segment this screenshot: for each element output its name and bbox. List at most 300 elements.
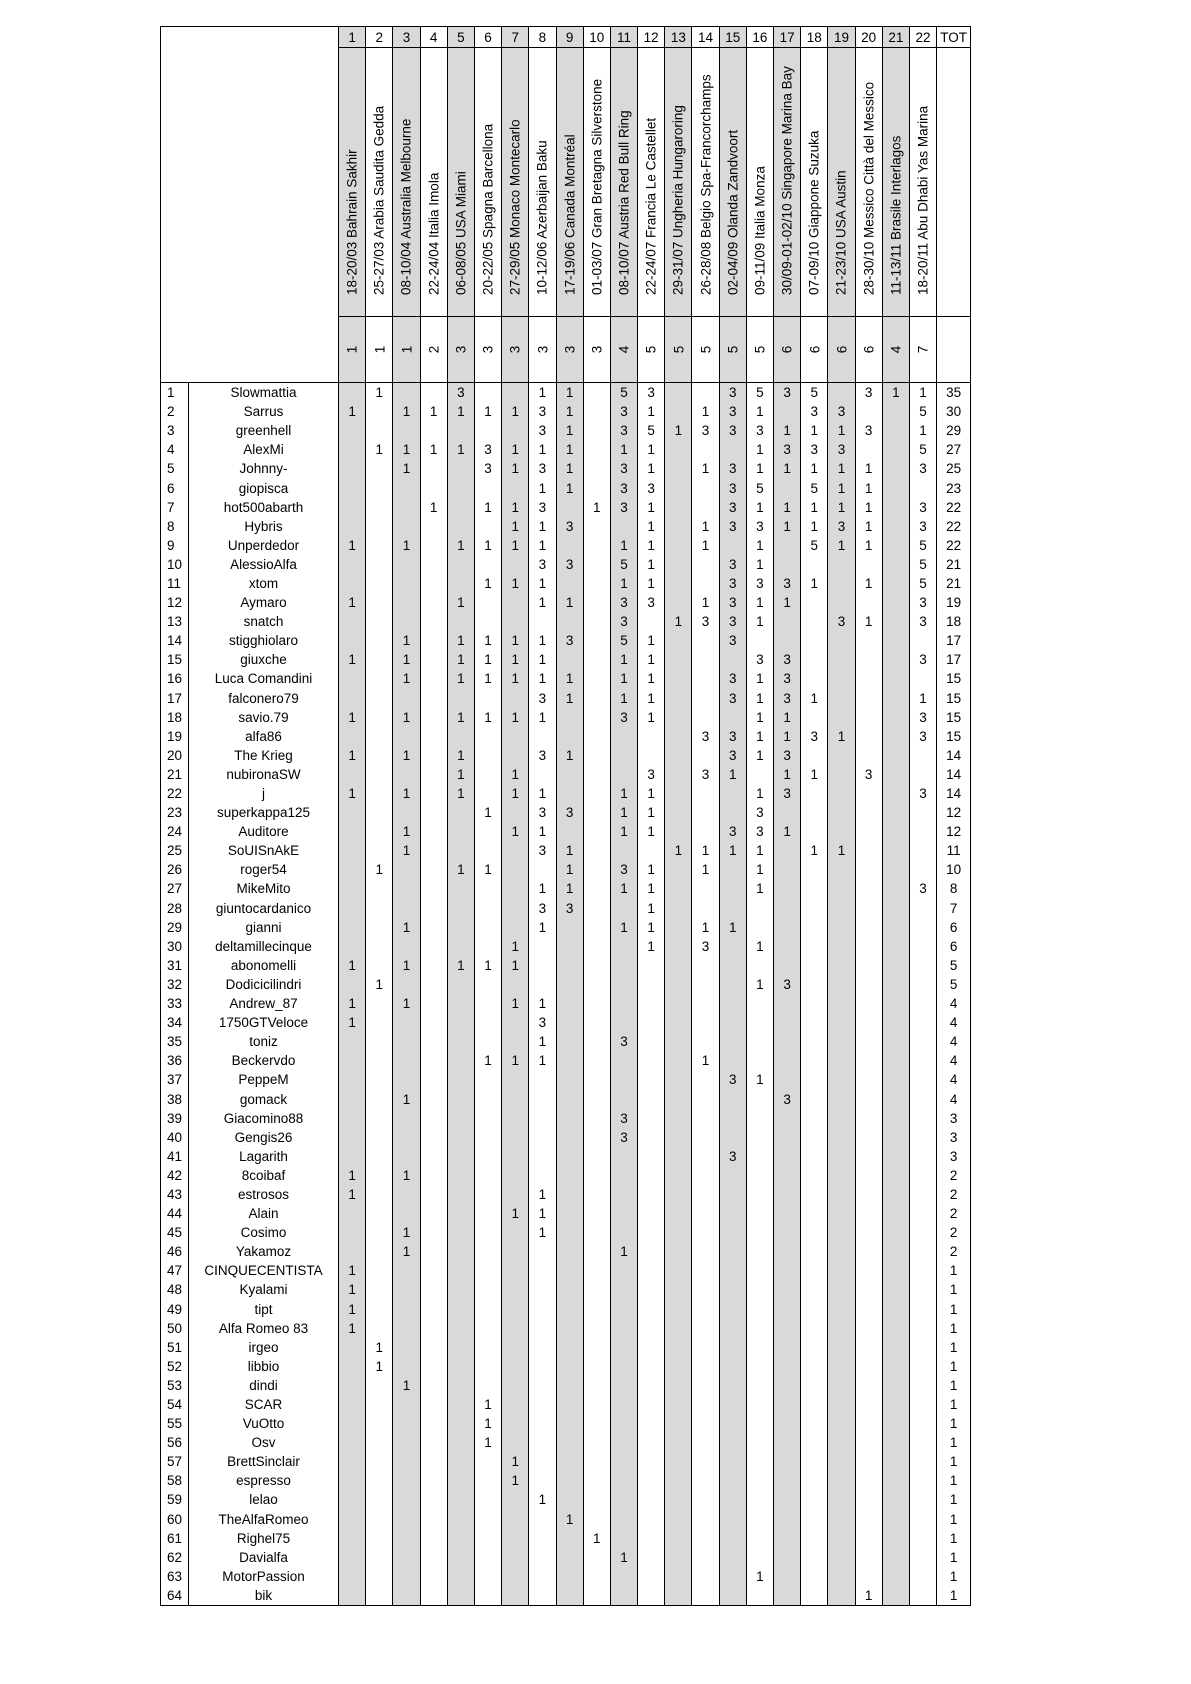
points-cell <box>420 1128 447 1147</box>
points-cell <box>366 1567 393 1586</box>
points-cell <box>801 1319 828 1338</box>
total-points: 12 <box>937 822 971 841</box>
points-cell <box>583 1128 610 1147</box>
points-cell <box>746 1223 773 1242</box>
points-cell: 1 <box>393 1223 420 1242</box>
points-cell <box>882 784 909 803</box>
points-cell: 1 <box>692 1051 719 1070</box>
points-cell <box>828 1280 855 1299</box>
race-weight: 3 <box>507 345 523 354</box>
points-cell <box>420 1147 447 1166</box>
points-cell <box>529 1089 556 1108</box>
points-cell: 1 <box>447 440 474 459</box>
total-points: 1 <box>937 1300 971 1319</box>
race-weight-cell <box>774 317 801 383</box>
points-cell: 3 <box>447 383 474 403</box>
points-cell <box>502 1185 529 1204</box>
points-cell <box>746 1051 773 1070</box>
points-cell <box>746 956 773 975</box>
total-points: 15 <box>937 669 971 688</box>
points-cell <box>420 689 447 708</box>
points-cell <box>882 899 909 918</box>
points-cell <box>801 1529 828 1548</box>
table-row <box>161 498 971 517</box>
table-row <box>161 803 971 822</box>
points-cell <box>719 784 746 803</box>
points-cell <box>502 593 529 612</box>
points-cell <box>909 937 936 956</box>
points-cell: 1 <box>393 1242 420 1261</box>
points-cell <box>882 650 909 669</box>
points-cell <box>638 727 665 746</box>
points-cell <box>882 1586 909 1606</box>
points-cell <box>366 1109 393 1128</box>
rank-number: 32 <box>161 975 189 994</box>
points-cell <box>583 555 610 574</box>
points-cell: 1 <box>474 498 501 517</box>
points-cell <box>583 612 610 631</box>
points-cell: 3 <box>610 593 637 612</box>
points-cell: 1 <box>529 784 556 803</box>
points-cell <box>420 631 447 650</box>
points-cell: 1 <box>339 746 366 765</box>
points-cell: 3 <box>801 727 828 746</box>
table-row <box>161 536 971 555</box>
points-cell <box>774 612 801 631</box>
rank-number: 34 <box>161 1013 189 1032</box>
points-cell <box>420 1166 447 1185</box>
points-cell: 3 <box>529 421 556 440</box>
points-cell: 1 <box>610 1242 637 1261</box>
points-cell: 1 <box>366 440 393 459</box>
points-cell: 1 <box>774 593 801 612</box>
race-name-cell <box>474 48 501 317</box>
points-cell <box>366 841 393 860</box>
points-cell <box>828 860 855 879</box>
points-cell <box>420 459 447 478</box>
points-cell <box>502 421 529 440</box>
total-points: 4 <box>937 994 971 1013</box>
points-cell <box>855 803 882 822</box>
points-cell <box>882 1395 909 1414</box>
tot-header-blank <box>937 48 971 317</box>
points-cell: 1 <box>447 402 474 421</box>
points-cell: 1 <box>502 498 529 517</box>
points-cell <box>774 879 801 898</box>
points-cell: 1 <box>447 669 474 688</box>
points-cell <box>556 1280 583 1299</box>
table-row <box>161 1261 971 1280</box>
points-cell <box>474 975 501 994</box>
points-cell <box>801 1032 828 1051</box>
points-cell <box>692 669 719 688</box>
total-points: 17 <box>937 650 971 669</box>
points-cell: 1 <box>855 478 882 497</box>
points-cell: 1 <box>638 555 665 574</box>
race-name: 22-24/04 Italia Imola <box>426 172 442 295</box>
points-cell <box>420 1529 447 1548</box>
points-cell <box>746 1395 773 1414</box>
points-cell <box>420 555 447 574</box>
points-cell <box>556 1452 583 1471</box>
total-points: 1 <box>937 1376 971 1395</box>
points-cell <box>774 1567 801 1586</box>
points-cell: 3 <box>719 1070 746 1089</box>
table-row <box>161 956 971 975</box>
points-cell <box>801 1261 828 1280</box>
points-cell: 1 <box>746 727 773 746</box>
points-cell <box>366 803 393 822</box>
rank-number: 11 <box>161 574 189 593</box>
points-cell: 1 <box>746 708 773 727</box>
points-cell <box>502 1089 529 1108</box>
points-cell <box>692 1567 719 1586</box>
points-cell: 3 <box>774 650 801 669</box>
points-cell: 5 <box>909 440 936 459</box>
points-cell <box>692 899 719 918</box>
points-cell <box>638 1529 665 1548</box>
points-cell <box>855 860 882 879</box>
points-cell: 3 <box>828 440 855 459</box>
points-cell <box>855 440 882 459</box>
race-number: 13 <box>665 27 692 48</box>
points-cell <box>366 555 393 574</box>
points-cell <box>719 1452 746 1471</box>
race-weight: 5 <box>670 345 686 354</box>
points-cell <box>447 1338 474 1357</box>
race-number: 5 <box>447 27 474 48</box>
points-cell: 1 <box>774 727 801 746</box>
total-points: 4 <box>937 1089 971 1108</box>
points-cell <box>855 727 882 746</box>
points-cell <box>583 459 610 478</box>
points-cell <box>610 1223 637 1242</box>
points-cell: 1 <box>638 937 665 956</box>
points-cell <box>447 1032 474 1051</box>
points-cell <box>610 1013 637 1032</box>
points-cell <box>665 1204 692 1223</box>
points-cell <box>638 1089 665 1108</box>
points-cell: 1 <box>447 593 474 612</box>
player-name: SCAR <box>189 1395 339 1414</box>
rank-number: 37 <box>161 1070 189 1089</box>
points-cell <box>692 1280 719 1299</box>
points-cell <box>828 1510 855 1529</box>
points-cell <box>665 1089 692 1108</box>
points-cell <box>828 956 855 975</box>
table-row <box>161 1510 971 1529</box>
points-cell <box>502 727 529 746</box>
points-cell: 1 <box>529 536 556 555</box>
points-cell <box>420 1567 447 1586</box>
points-cell <box>801 1109 828 1128</box>
points-cell: 1 <box>692 860 719 879</box>
points-cell <box>719 1128 746 1147</box>
rank-number: 7 <box>161 498 189 517</box>
points-cell <box>855 746 882 765</box>
points-cell: 1 <box>502 1452 529 1471</box>
points-cell <box>529 1109 556 1128</box>
table-row <box>161 708 971 727</box>
points-cell: 1 <box>746 860 773 879</box>
player-name: Kyalami <box>189 1280 339 1299</box>
points-cell <box>746 899 773 918</box>
points-cell: 3 <box>828 612 855 631</box>
points-cell <box>583 727 610 746</box>
table-row <box>161 1433 971 1452</box>
race-name-cell <box>746 48 773 317</box>
points-cell <box>529 1510 556 1529</box>
total-points: 1 <box>937 1490 971 1509</box>
points-cell <box>855 1032 882 1051</box>
points-cell <box>366 765 393 784</box>
points-cell <box>746 1204 773 1223</box>
points-cell <box>746 1357 773 1376</box>
points-cell <box>366 784 393 803</box>
points-cell <box>801 1376 828 1395</box>
points-cell: 1 <box>502 1051 529 1070</box>
player-name: Hybris <box>189 517 339 536</box>
points-cell <box>420 1300 447 1319</box>
points-cell: 1 <box>502 402 529 421</box>
points-cell: 1 <box>474 860 501 879</box>
points-cell: 3 <box>692 421 719 440</box>
points-cell <box>692 1510 719 1529</box>
points-cell <box>447 1147 474 1166</box>
points-cell <box>774 1471 801 1490</box>
table-row <box>161 1300 971 1319</box>
points-cell <box>339 1223 366 1242</box>
points-cell <box>909 669 936 688</box>
player-name: gianni <box>189 918 339 937</box>
points-cell: 1 <box>474 956 501 975</box>
points-cell: 1 <box>746 593 773 612</box>
points-cell <box>447 1414 474 1433</box>
rank-number: 48 <box>161 1280 189 1299</box>
points-cell <box>665 1109 692 1128</box>
player-name: Alfa Romeo 83 <box>189 1319 339 1338</box>
points-cell: 1 <box>474 708 501 727</box>
points-cell <box>882 1529 909 1548</box>
points-cell <box>420 899 447 918</box>
points-cell <box>447 1280 474 1299</box>
points-cell <box>828 994 855 1013</box>
rank-number: 64 <box>161 1586 189 1606</box>
points-cell <box>801 669 828 688</box>
player-name: greenhell <box>189 421 339 440</box>
points-cell <box>719 1280 746 1299</box>
race-number: 17 <box>774 27 801 48</box>
points-cell <box>665 975 692 994</box>
points-cell: 1 <box>692 517 719 536</box>
points-cell <box>719 1433 746 1452</box>
rank-number: 28 <box>161 899 189 918</box>
points-cell <box>909 1051 936 1070</box>
points-cell <box>610 1433 637 1452</box>
points-cell <box>882 1357 909 1376</box>
points-cell <box>855 1338 882 1357</box>
points-cell <box>529 1357 556 1376</box>
points-cell <box>529 1261 556 1280</box>
points-cell: 1 <box>529 708 556 727</box>
points-cell <box>502 1338 529 1357</box>
points-cell: 5 <box>638 421 665 440</box>
points-cell <box>828 1376 855 1395</box>
points-cell: 1 <box>556 440 583 459</box>
points-cell <box>882 1109 909 1128</box>
points-cell <box>692 1223 719 1242</box>
total-points: 1 <box>937 1395 971 1414</box>
points-cell <box>447 1109 474 1128</box>
race-weight-cell <box>855 317 882 383</box>
points-cell <box>828 765 855 784</box>
header-corner <box>161 27 339 383</box>
points-cell <box>610 1567 637 1586</box>
points-cell <box>420 1395 447 1414</box>
table-row <box>161 1395 971 1414</box>
points-cell <box>339 517 366 536</box>
points-cell <box>638 1261 665 1280</box>
points-cell: 1 <box>882 383 909 403</box>
race-name: 09-11/09 Italia Monza <box>752 166 768 295</box>
points-cell <box>474 1510 501 1529</box>
points-cell <box>502 1529 529 1548</box>
points-cell <box>447 1452 474 1471</box>
points-cell: 1 <box>801 421 828 440</box>
race-name-cell <box>719 48 746 317</box>
points-cell <box>393 1070 420 1089</box>
points-cell <box>366 1490 393 1509</box>
points-cell <box>909 1185 936 1204</box>
points-cell <box>529 765 556 784</box>
points-cell: 3 <box>719 612 746 631</box>
points-cell <box>529 1376 556 1395</box>
race-weight: 2 <box>426 345 442 354</box>
points-cell <box>366 536 393 555</box>
points-cell <box>366 1395 393 1414</box>
points-cell <box>801 1147 828 1166</box>
points-cell <box>420 1490 447 1509</box>
points-cell <box>529 1128 556 1147</box>
points-cell: 1 <box>339 402 366 421</box>
race-name: 20-22/05 Spagna Barcellona <box>480 123 496 295</box>
points-cell: 1 <box>855 612 882 631</box>
points-cell: 1 <box>638 669 665 688</box>
points-cell <box>393 1280 420 1299</box>
rank-number: 6 <box>161 478 189 497</box>
points-cell: 1 <box>610 784 637 803</box>
points-cell <box>909 1567 936 1586</box>
points-cell <box>583 1261 610 1280</box>
points-cell: 1 <box>610 822 637 841</box>
points-cell <box>447 1051 474 1070</box>
race-name: 28-30/10 Messico Città del Messico <box>861 81 877 295</box>
table-row <box>161 765 971 784</box>
points-cell <box>610 517 637 536</box>
points-cell <box>665 536 692 555</box>
table-row <box>161 1357 971 1376</box>
table-row <box>161 727 971 746</box>
points-cell <box>665 1338 692 1357</box>
points-cell: 1 <box>447 708 474 727</box>
rank-number: 38 <box>161 1089 189 1108</box>
points-cell <box>556 1109 583 1128</box>
points-cell <box>665 517 692 536</box>
points-cell <box>909 841 936 860</box>
points-cell <box>339 631 366 650</box>
points-cell <box>366 1529 393 1548</box>
points-cell <box>366 1452 393 1471</box>
points-cell <box>420 1338 447 1357</box>
points-cell <box>420 478 447 497</box>
points-cell <box>665 574 692 593</box>
rank-number: 2 <box>161 402 189 421</box>
points-cell <box>882 1471 909 1490</box>
points-cell <box>502 918 529 937</box>
points-cell <box>556 1433 583 1452</box>
points-cell: 1 <box>774 822 801 841</box>
points-cell <box>339 1204 366 1223</box>
points-cell <box>909 478 936 497</box>
points-cell <box>774 956 801 975</box>
points-cell <box>855 708 882 727</box>
points-cell <box>855 899 882 918</box>
points-cell <box>447 555 474 574</box>
points-cell <box>474 765 501 784</box>
points-cell <box>801 784 828 803</box>
points-cell <box>665 899 692 918</box>
points-cell <box>610 746 637 765</box>
total-points: 1 <box>937 1471 971 1490</box>
race-number: 1 <box>339 27 366 48</box>
points-cell <box>502 1128 529 1147</box>
points-cell <box>719 956 746 975</box>
table-row <box>161 975 971 994</box>
player-name: tipt <box>189 1300 339 1319</box>
points-cell <box>447 1319 474 1338</box>
points-cell <box>882 1128 909 1147</box>
points-cell <box>638 994 665 1013</box>
points-cell <box>855 1051 882 1070</box>
points-cell <box>665 478 692 497</box>
points-cell: 3 <box>529 498 556 517</box>
points-cell <box>692 956 719 975</box>
race-name-cell <box>882 48 909 317</box>
points-cell <box>366 612 393 631</box>
points-cell: 1 <box>393 536 420 555</box>
points-cell <box>719 994 746 1013</box>
points-cell: 1 <box>746 440 773 459</box>
points-cell <box>828 1051 855 1070</box>
points-cell: 1 <box>774 708 801 727</box>
player-name: toniz <box>189 1032 339 1051</box>
points-cell <box>393 1433 420 1452</box>
total-points: 2 <box>937 1185 971 1204</box>
table-row <box>161 1223 971 1242</box>
points-cell: 1 <box>556 689 583 708</box>
points-cell <box>909 860 936 879</box>
race-weight: 4 <box>888 345 904 354</box>
rank-number: 46 <box>161 1242 189 1261</box>
race-weight-cell <box>909 317 936 383</box>
points-cell: 1 <box>393 402 420 421</box>
points-cell <box>502 1376 529 1395</box>
points-cell: 3 <box>719 593 746 612</box>
points-cell <box>855 937 882 956</box>
points-cell <box>556 1586 583 1606</box>
points-cell <box>638 612 665 631</box>
points-cell <box>610 1471 637 1490</box>
